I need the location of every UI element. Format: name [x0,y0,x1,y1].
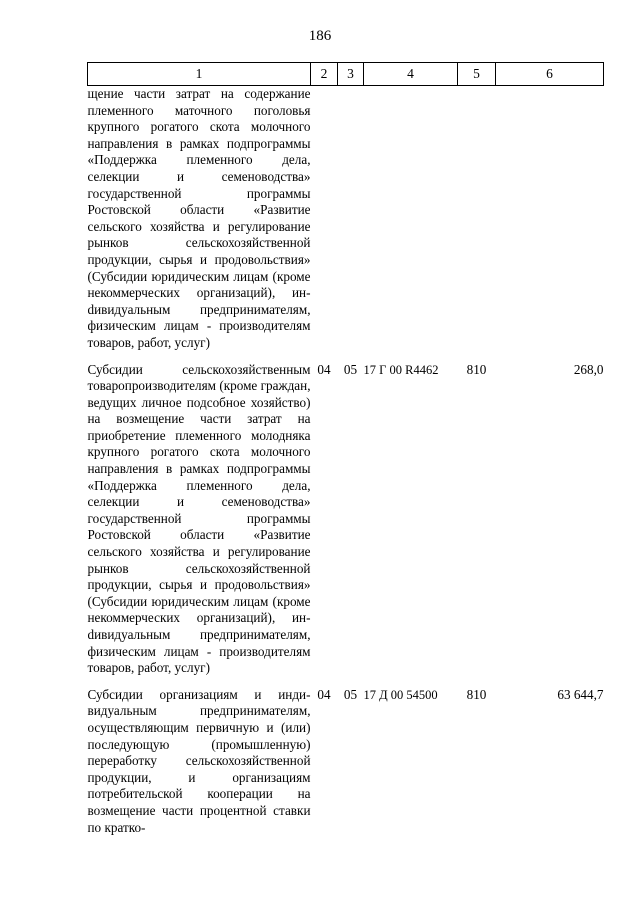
header-col-5: 5 [458,63,496,86]
row-name: Субсидии сельскохозяйственным товаропроизводителям (кроме граждан, ведущих личное подсобное хозяйство) на возмещение части затрат на приобретение племенного молодняка крупного рогатого скота молочного направления в рамках подпрограммы «Поддержка племенного дела, селекции и семеноводства» государственной программы Ростовской области «Развитие сельского хозяйства и регулирование рынков сельскохозяйственной продукции, сырья и продовольствия» (Субсидии юридическим лицам (кроме некоммерческих организаций), инdивидуальным предпринимателям, физическим лицам - производителям товаров, работ, услуг) [87,361,311,676]
header-col-2: 2 [311,63,338,86]
row-section-code: 04 [317,361,331,377]
row-expense-type: 810 [466,686,487,702]
row-section-code: 04 [317,686,331,702]
row-amount: 268,0 [573,361,604,377]
row-subsection-code: 05 [343,686,358,702]
header-col-1: 1 [88,63,311,86]
table-header-row [88,63,604,86]
row-target-article: 17 Г 00 R4462 [363,362,439,377]
header-col-6: 6 [496,63,604,86]
row-subsection-code [338,86,364,352]
row-section-code [311,86,338,352]
row-name: щение части затрат на содержание племенного маточного поголовья крупного рогатого скота молочного направления в рамках подпрограммы «Поддержка племенного дела, селекции и семеноводства» государственной программы Ростовской области «Развитие сельского хозяйства и регулирование рынков сельскохозяйственной продукции, сырья и продовольствия» (Субсидии юридическим лицам (кроме некоммерческих организаций), инdивидуальным предпринимателям, физическим лицам - производителям товаров, работ, услуг) [87,86,311,350]
row-target-article [364,86,458,352]
row-expense-type [458,86,496,352]
row-amount: 63 644,7 [557,686,604,702]
page-number: 186 [308,28,332,44]
budget-table [87,62,604,836]
row-target-article: 17 Д 00 54500 [363,687,438,702]
row-expense-type: 810 [466,361,487,377]
table-row [88,687,604,836]
row-amount [496,86,604,352]
table-row [88,362,604,677]
header-col-3: 3 [338,63,364,86]
row-name: Субсидии организациям и индивидуальным предпринимателям, осуществляющим первичную и (или) последующую (промышленную) переработку сельскохозяйственной продукции, и организациям потребительской кооперации на возмещение части процентной ставки по кратко- [87,686,311,835]
header-col-4: 4 [364,63,458,86]
row-subsection-code: 05 [343,361,358,377]
table-row [88,86,604,352]
